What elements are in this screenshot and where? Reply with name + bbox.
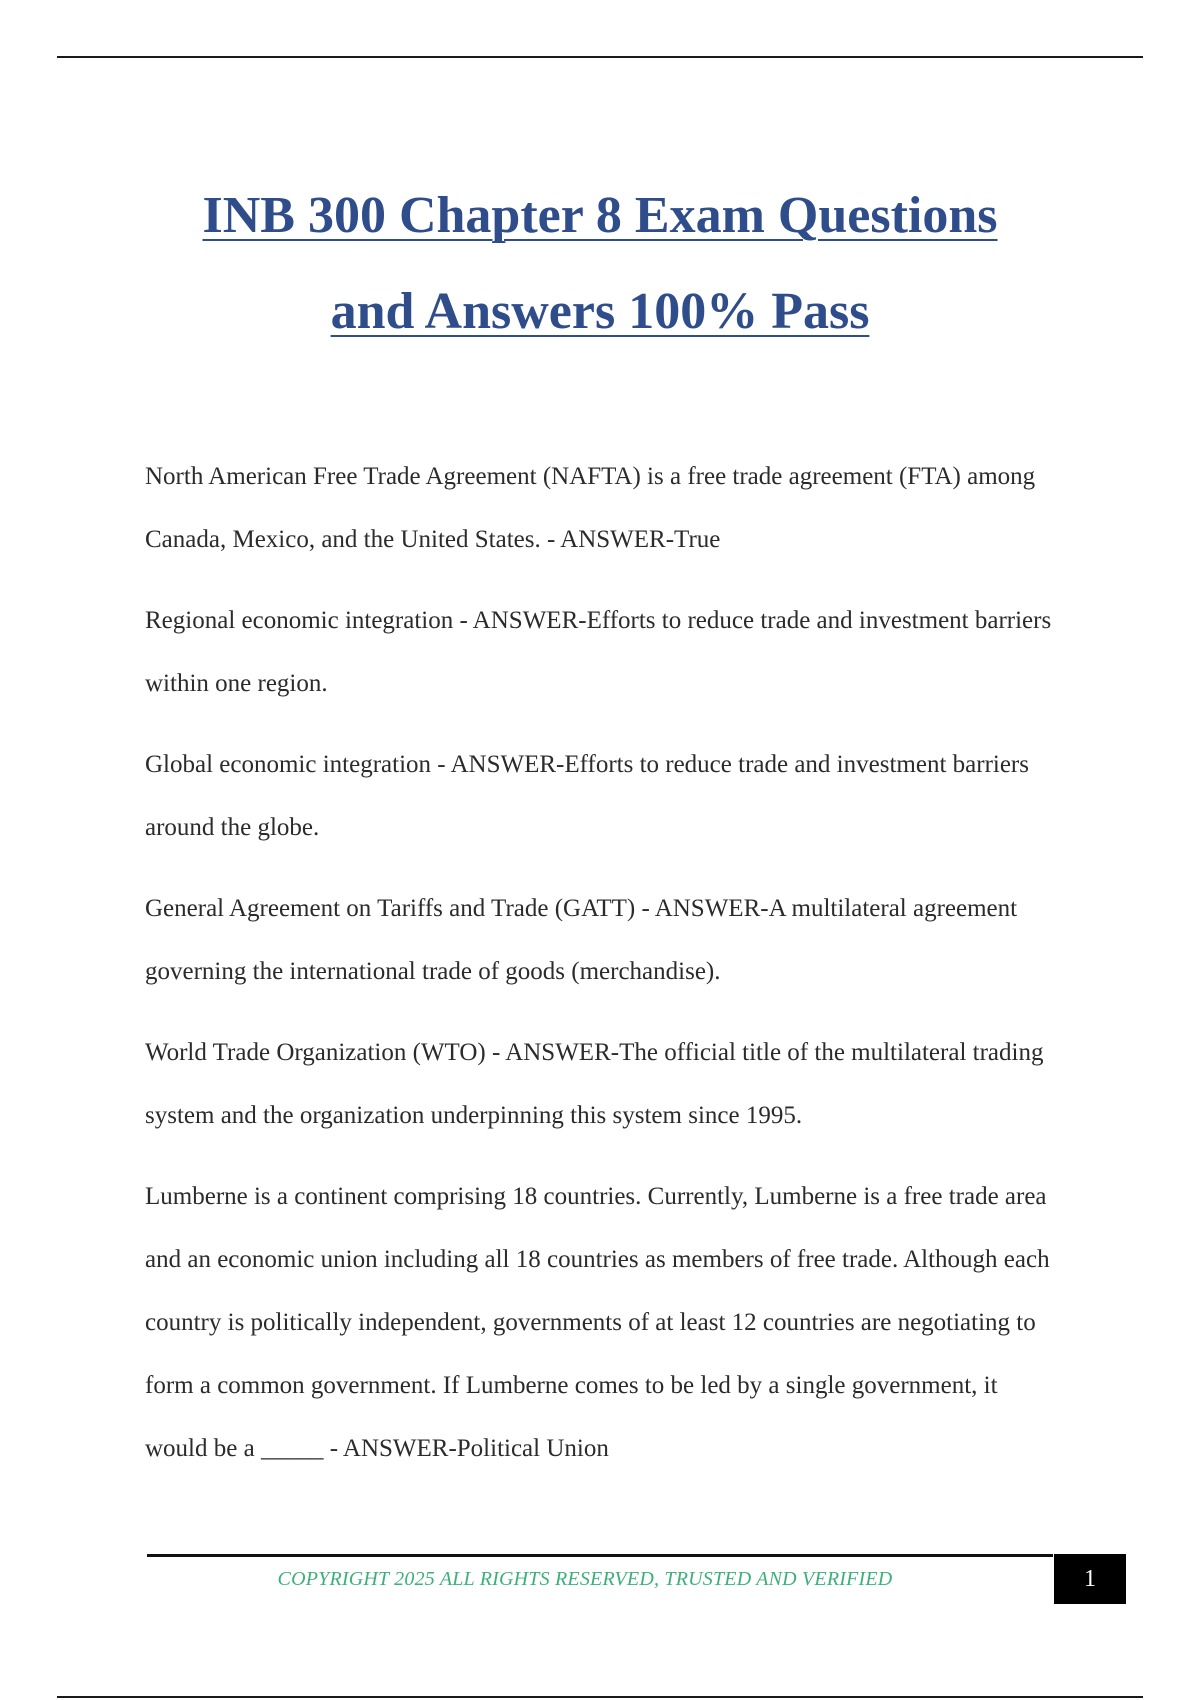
qa-entry-regional-integration: Regional economic integration - ANSWER-Efforts to reduce trade and investment barriers within one region. bbox=[145, 607, 1052, 697]
bottom-rule bbox=[57, 1696, 1143, 1698]
qa-entry-gatt: General Agreement on Tariffs and Trade (GATT) - ANSWER-A multilateral agreement governing the international trade of goods (merchandise). bbox=[145, 895, 1018, 985]
page-number: 1 bbox=[1054, 1554, 1126, 1604]
title-line-2: and Answers 100% Pass bbox=[330, 283, 870, 340]
top-rule bbox=[57, 56, 1143, 58]
title-line-1: INB 300 Chapter 8 Exam Questions bbox=[202, 187, 998, 244]
qa-list bbox=[145, 445, 1065, 1498]
footer-copyright: COPYRIGHT 2025 ALL RIGHTS RESERVED, TRUSTED AND VERIFIED bbox=[277, 1568, 893, 1590]
qa-entry-lumberne: Lumberne is a continent comprising 18 countries. Currently, Lumberne is a free trade area and an economic union including all 18 countries as members of free trade. Although each country is politically independent, governments of at least 12 countries are negotiating to form a common government. If Lumberne comes to be led by a single government, it would be a _____ - ANSWER-Political Union bbox=[145, 1183, 1050, 1462]
qa-entry-wto: World Trade Organization (WTO) - ANSWER-The official title of the multilateral trading system and the organization underpinning this system since 1995. bbox=[145, 1039, 1044, 1129]
footer-rule bbox=[147, 1554, 1053, 1557]
qa-entry-global-integration: Global economic integration - ANSWER-Efforts to reduce trade and investment barriers around the globe. bbox=[145, 751, 1029, 841]
qa-entry-nafta: North American Free Trade Agreement (NAFTA) is a free trade agreement (FTA) among Canada, Mexico, and the United States. - ANSWER-True bbox=[145, 463, 1036, 553]
page-title bbox=[0, 168, 1200, 360]
